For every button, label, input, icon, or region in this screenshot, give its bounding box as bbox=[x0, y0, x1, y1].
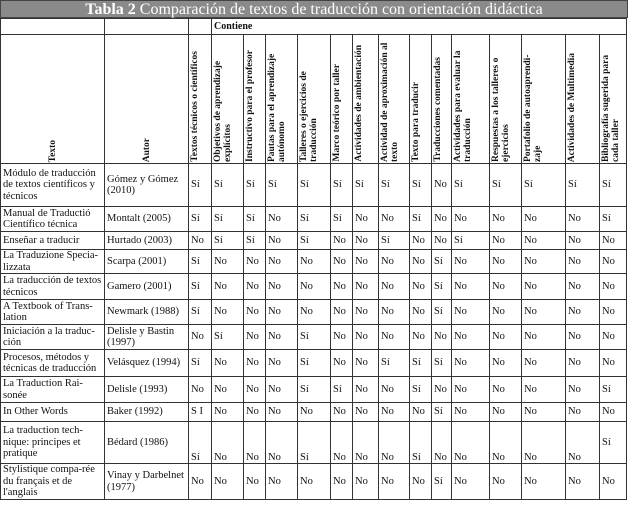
value-cell: Sí bbox=[298, 232, 331, 250]
value-cell: Sí bbox=[432, 274, 452, 300]
value-cell: No bbox=[522, 274, 566, 300]
value-cell: No bbox=[212, 300, 244, 325]
texto-cell: Stylistique compa-rée du français et de l'anglais bbox=[1, 464, 105, 500]
value-cell: Sí bbox=[410, 350, 432, 377]
value-cell: No bbox=[244, 300, 266, 325]
value-cell: No bbox=[522, 422, 566, 464]
value-cell: No bbox=[298, 464, 331, 500]
column-header: Portafolio de autoaprendi-zaje bbox=[522, 35, 566, 164]
column-header: Texto para traducir bbox=[410, 35, 432, 164]
value-cell: No bbox=[244, 250, 266, 274]
table-row bbox=[1, 250, 627, 274]
value-cell: No bbox=[522, 350, 566, 377]
blank-cell bbox=[189, 19, 212, 35]
value-cell: No bbox=[244, 274, 266, 300]
value-cell: Sí bbox=[212, 207, 244, 232]
texto-cell: La traducción de textos técnicos bbox=[1, 274, 105, 300]
value-cell: No bbox=[452, 350, 490, 377]
value-cell: No bbox=[522, 377, 566, 403]
value-cell: No bbox=[212, 350, 244, 377]
value-cell: Sí bbox=[212, 232, 244, 250]
value-cell: Sí bbox=[432, 464, 452, 500]
value-cell: Sí bbox=[432, 350, 452, 377]
column-header: Pautas para el aprendizaje autónomo bbox=[266, 35, 298, 164]
value-cell: No bbox=[353, 464, 379, 500]
texto-cell: La Traduzione Specia-lizzata bbox=[1, 250, 105, 274]
value-cell: No bbox=[490, 207, 522, 232]
column-header: Marco teórico por taller bbox=[331, 35, 353, 164]
column-header: Bibliografía sugerida para cada taller bbox=[600, 35, 627, 164]
value-cell: No bbox=[212, 422, 244, 464]
value-cell: No bbox=[600, 403, 627, 422]
value-cell: Sí bbox=[331, 207, 353, 232]
value-cell: No bbox=[410, 325, 432, 350]
value-cell: Sí bbox=[600, 164, 627, 207]
value-cell: No bbox=[490, 403, 522, 422]
autor-cell: Newmark (1988) bbox=[105, 300, 189, 325]
column-header: Actividades de ambientación bbox=[353, 35, 379, 164]
value-cell: No bbox=[189, 325, 212, 350]
value-cell: No bbox=[379, 250, 410, 274]
value-cell: No bbox=[452, 325, 490, 350]
value-cell: Sí bbox=[600, 207, 627, 232]
value-cell: No bbox=[600, 350, 627, 377]
value-cell: No bbox=[566, 274, 600, 300]
value-cell: No bbox=[298, 403, 331, 422]
value-cell: No bbox=[566, 325, 600, 350]
value-cell: No bbox=[212, 274, 244, 300]
value-cell: No bbox=[379, 300, 410, 325]
column-header: Objetivos de aprendizaje explícitos bbox=[212, 35, 244, 164]
value-cell: No bbox=[410, 232, 432, 250]
value-cell: No bbox=[331, 464, 353, 500]
value-cell: No bbox=[266, 403, 298, 422]
value-cell: Sí bbox=[212, 164, 244, 207]
value-cell: No bbox=[432, 325, 452, 350]
autor-cell: Scarpa (2001) bbox=[105, 250, 189, 274]
column-header: Respuestas a los talleres o ejercicios bbox=[490, 35, 522, 164]
value-cell: No bbox=[452, 207, 490, 232]
value-cell: No bbox=[379, 464, 410, 500]
value-cell: No bbox=[600, 232, 627, 250]
value-cell: No bbox=[353, 403, 379, 422]
column-header: Traducciones comentadas bbox=[432, 35, 452, 164]
value-cell: No bbox=[266, 422, 298, 464]
value-cell: Sí bbox=[298, 350, 331, 377]
value-cell: No bbox=[410, 274, 432, 300]
column-header: Actividad de aproximación al texto bbox=[379, 35, 410, 164]
value-cell: No bbox=[379, 207, 410, 232]
value-cell: No bbox=[432, 164, 452, 207]
value-cell: No bbox=[522, 300, 566, 325]
value-cell: Sí bbox=[189, 350, 212, 377]
value-cell: No bbox=[452, 403, 490, 422]
value-cell: No bbox=[244, 350, 266, 377]
autor-cell: Baker (1992) bbox=[105, 403, 189, 422]
value-cell: No bbox=[379, 274, 410, 300]
value-cell: No bbox=[266, 464, 298, 500]
value-cell: No bbox=[566, 232, 600, 250]
texto-cell: A Textbook of Trans-lation bbox=[1, 300, 105, 325]
value-cell: Sí bbox=[379, 232, 410, 250]
value-cell: Sí bbox=[189, 164, 212, 207]
value-cell: No bbox=[244, 325, 266, 350]
value-cell: No bbox=[490, 274, 522, 300]
table-row bbox=[1, 377, 627, 403]
value-cell: No bbox=[566, 350, 600, 377]
value-cell: No bbox=[379, 422, 410, 464]
autor-cell: Delisle (1993) bbox=[105, 377, 189, 403]
value-cell: No bbox=[266, 207, 298, 232]
value-cell: Sí bbox=[600, 422, 627, 464]
value-cell: Sí bbox=[432, 403, 452, 422]
autor-cell: Gamero (2001) bbox=[105, 274, 189, 300]
value-cell: No bbox=[452, 300, 490, 325]
value-cell: No bbox=[331, 325, 353, 350]
value-cell: No bbox=[566, 422, 600, 464]
value-cell: No bbox=[331, 403, 353, 422]
value-cell: No bbox=[353, 422, 379, 464]
value-cell: Sí bbox=[189, 274, 212, 300]
value-cell: No bbox=[331, 422, 353, 464]
value-cell: No bbox=[452, 464, 490, 500]
value-cell: No bbox=[600, 250, 627, 274]
texto-cell: Procesos, métodos y técnicas de traducción bbox=[1, 350, 105, 377]
value-cell: No bbox=[298, 250, 331, 274]
value-cell: Sí bbox=[189, 422, 212, 464]
value-cell: No bbox=[244, 403, 266, 422]
table-row bbox=[1, 422, 627, 464]
value-cell: No bbox=[331, 300, 353, 325]
value-cell: No bbox=[566, 250, 600, 274]
value-cell: No bbox=[298, 300, 331, 325]
value-cell: No bbox=[600, 464, 627, 500]
value-cell: No bbox=[244, 377, 266, 403]
value-cell: Sí bbox=[379, 164, 410, 207]
value-cell: No bbox=[266, 300, 298, 325]
value-cell: No bbox=[353, 377, 379, 403]
autor-cell: Hurtado (2003) bbox=[105, 232, 189, 250]
autor-cell: Gómez y Gómez (2010) bbox=[105, 164, 189, 207]
comparison-table bbox=[0, 18, 627, 500]
value-cell: No bbox=[452, 377, 490, 403]
value-cell: No bbox=[379, 377, 410, 403]
autor-cell: Vinay y Darbelnet (1977) bbox=[105, 464, 189, 500]
value-cell: No bbox=[353, 250, 379, 274]
value-cell: No bbox=[490, 422, 522, 464]
value-cell: No bbox=[452, 250, 490, 274]
value-cell: No bbox=[331, 250, 353, 274]
table-row bbox=[1, 403, 627, 422]
texto-cell: Iniciación a la traduc-ción bbox=[1, 325, 105, 350]
value-cell: Sí bbox=[410, 377, 432, 403]
value-cell: No bbox=[266, 350, 298, 377]
value-cell: No bbox=[353, 300, 379, 325]
texto-cell: La traduction tech-nique: principes et pratique bbox=[1, 422, 105, 464]
value-cell: No bbox=[212, 377, 244, 403]
column-header-autor: Autor bbox=[105, 35, 189, 164]
value-cell: No bbox=[522, 250, 566, 274]
table-row bbox=[1, 274, 627, 300]
value-cell: No bbox=[266, 325, 298, 350]
value-cell: No bbox=[490, 464, 522, 500]
value-cell: No bbox=[266, 232, 298, 250]
autor-cell: Montalt (2005) bbox=[105, 207, 189, 232]
value-cell: No bbox=[353, 325, 379, 350]
value-cell: No bbox=[353, 350, 379, 377]
value-cell: No bbox=[266, 377, 298, 403]
texto-cell: La Traduction Rai-sonée bbox=[1, 377, 105, 403]
value-cell: No bbox=[189, 464, 212, 500]
autor-cell: Bédard (1986) bbox=[105, 422, 189, 464]
value-cell: No bbox=[379, 403, 410, 422]
table-row bbox=[1, 300, 627, 325]
value-cell: No bbox=[566, 207, 600, 232]
table-row bbox=[1, 350, 627, 377]
value-cell: Sí bbox=[244, 207, 266, 232]
value-cell: No bbox=[353, 207, 379, 232]
value-cell: Sí bbox=[452, 232, 490, 250]
autor-cell: Delisle y Bastin (1997) bbox=[105, 325, 189, 350]
value-cell: No bbox=[600, 300, 627, 325]
value-cell: No bbox=[490, 250, 522, 274]
value-cell: No bbox=[331, 350, 353, 377]
value-cell: No bbox=[244, 422, 266, 464]
value-cell: Sí bbox=[212, 325, 244, 350]
value-cell: No bbox=[410, 250, 432, 274]
value-cell: Sí bbox=[600, 377, 627, 403]
table-row bbox=[1, 164, 627, 207]
value-cell: No bbox=[189, 232, 212, 250]
value-cell: Sí bbox=[189, 300, 212, 325]
column-header: Instructivo para el profesor bbox=[244, 35, 266, 164]
value-cell: No bbox=[490, 325, 522, 350]
column-header-texto: Texto bbox=[1, 35, 105, 164]
value-cell: Sí bbox=[522, 164, 566, 207]
value-cell: No bbox=[522, 207, 566, 232]
value-cell: No bbox=[566, 377, 600, 403]
value-cell: No bbox=[244, 464, 266, 500]
value-cell: No bbox=[212, 403, 244, 422]
value-cell: Sí bbox=[410, 207, 432, 232]
value-cell: No bbox=[600, 274, 627, 300]
value-cell: No bbox=[600, 325, 627, 350]
table-row bbox=[1, 325, 627, 350]
value-cell: No bbox=[410, 464, 432, 500]
column-header: Actividades de Multimedia bbox=[566, 35, 600, 164]
table-row bbox=[1, 464, 627, 500]
value-cell: Sí bbox=[353, 164, 379, 207]
value-cell: Sí bbox=[452, 164, 490, 207]
value-cell: Sí bbox=[566, 164, 600, 207]
value-cell: No bbox=[353, 232, 379, 250]
value-cell: No bbox=[212, 464, 244, 500]
value-cell: No bbox=[298, 274, 331, 300]
value-cell: No bbox=[522, 464, 566, 500]
autor-cell: Velásquez (1994) bbox=[105, 350, 189, 377]
value-cell: Sí bbox=[266, 164, 298, 207]
value-cell: No bbox=[490, 350, 522, 377]
value-cell: No bbox=[212, 250, 244, 274]
column-header: Talleres o ejercicios de traducción bbox=[298, 35, 331, 164]
value-cell: No bbox=[490, 300, 522, 325]
value-cell: Sí bbox=[298, 377, 331, 403]
value-cell: No bbox=[490, 377, 522, 403]
column-header: Actividades para evaluar la traducción bbox=[452, 35, 490, 164]
value-cell: Sí bbox=[432, 250, 452, 274]
value-cell: Sí bbox=[331, 377, 353, 403]
table-title bbox=[0, 0, 628, 18]
value-cell: No bbox=[266, 274, 298, 300]
value-cell: No bbox=[490, 232, 522, 250]
value-cell: No bbox=[452, 274, 490, 300]
value-cell: Sí bbox=[244, 232, 266, 250]
blank-cell bbox=[1, 19, 105, 35]
value-cell: No bbox=[432, 207, 452, 232]
group-header: Contiene bbox=[212, 19, 627, 35]
value-cell: No bbox=[522, 403, 566, 422]
value-cell: No bbox=[522, 325, 566, 350]
value-cell: No bbox=[410, 300, 432, 325]
table-number: Tabla 2 bbox=[85, 1, 136, 18]
value-cell: No bbox=[566, 403, 600, 422]
value-cell: No bbox=[331, 232, 353, 250]
value-cell: No bbox=[452, 422, 490, 464]
value-cell: Sí bbox=[298, 422, 331, 464]
value-cell: Sí bbox=[189, 250, 212, 274]
value-cell: No bbox=[379, 325, 410, 350]
value-cell: No bbox=[432, 422, 452, 464]
value-cell: Sí bbox=[298, 325, 331, 350]
value-cell: Sí bbox=[410, 422, 432, 464]
table-row bbox=[1, 207, 627, 232]
value-cell: No bbox=[189, 377, 212, 403]
texto-cell: Enseñar a traducir bbox=[1, 232, 105, 250]
value-cell: No bbox=[331, 274, 353, 300]
value-cell: Sí bbox=[410, 164, 432, 207]
value-cell: Sí bbox=[298, 164, 331, 207]
value-cell: No bbox=[566, 300, 600, 325]
value-cell: No bbox=[353, 274, 379, 300]
value-cell: Sí bbox=[432, 300, 452, 325]
value-cell: S I bbox=[189, 403, 212, 422]
texto-cell: Módulo de traducción de textos científicos y técnicos bbox=[1, 164, 105, 207]
value-cell: No bbox=[432, 232, 452, 250]
column-header: Textos técnicos o científicos bbox=[189, 35, 212, 164]
table-caption: Comparación de textos de traducción con orientación didáctica bbox=[135, 1, 543, 18]
value-cell: No bbox=[566, 464, 600, 500]
value-cell: Sí bbox=[298, 207, 331, 232]
value-cell: Sí bbox=[244, 164, 266, 207]
blank-cell bbox=[105, 19, 189, 35]
value-cell: No bbox=[522, 232, 566, 250]
value-cell: Sí bbox=[490, 164, 522, 207]
table-row bbox=[1, 232, 627, 250]
value-cell: Sí bbox=[189, 207, 212, 232]
texto-cell: In Other Words bbox=[1, 403, 105, 422]
value-cell: Sí bbox=[331, 164, 353, 207]
value-cell: No bbox=[432, 377, 452, 403]
value-cell: No bbox=[266, 250, 298, 274]
texto-cell: Manual de Traductió Científico técnica bbox=[1, 207, 105, 232]
value-cell: Sí bbox=[379, 350, 410, 377]
value-cell: No bbox=[410, 403, 432, 422]
